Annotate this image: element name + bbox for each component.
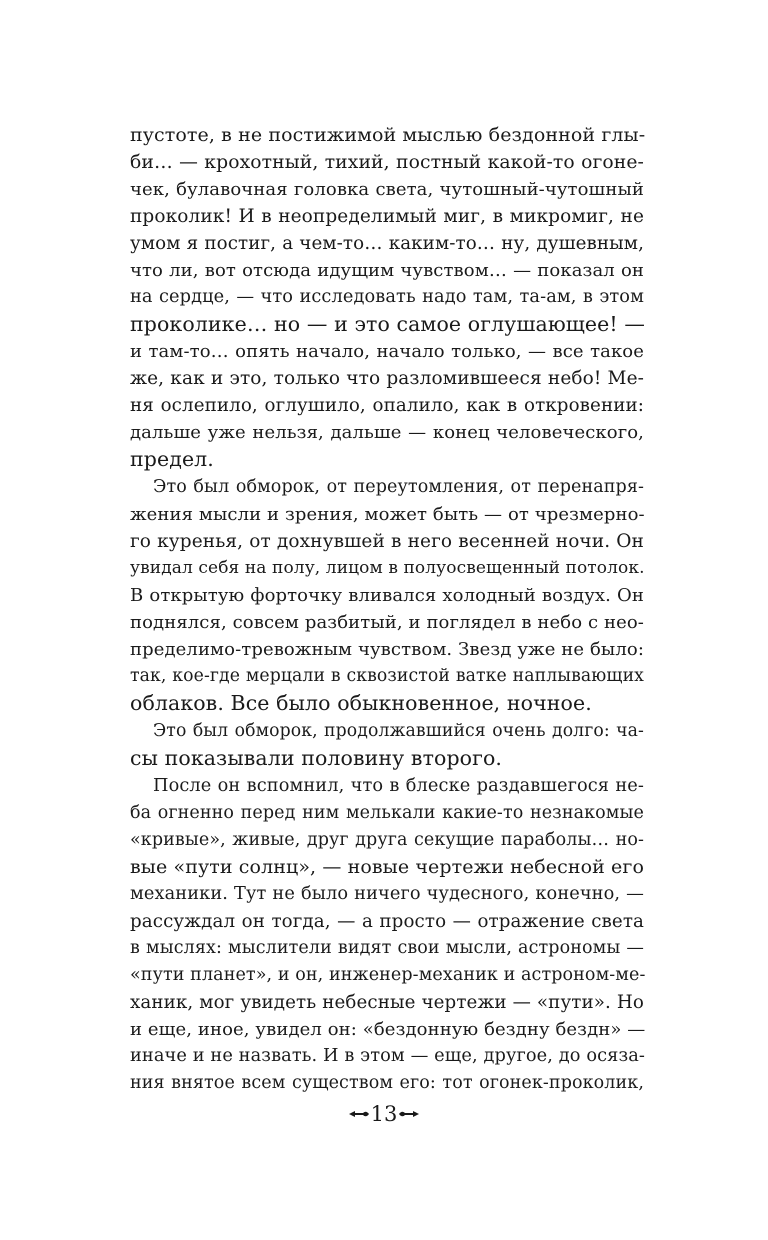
text-line: проколике… но — и это самое оглушающее! — xyxy=(130,312,645,336)
page-number: 13 xyxy=(370,1101,398,1126)
text-line: чек, булавочная головка света, чутошный-чутошный xyxy=(130,179,644,200)
text-line: умом я постиг, а чем-то… каким-то… ну, душевным, xyxy=(130,233,644,254)
text-line: механики. Тут не было ничего чудесного, конечно, — xyxy=(130,884,644,904)
text-line: рассуждал он тогда, — а просто — отражение света xyxy=(130,911,644,932)
text-line: Это был обморок, продолжавшийся очень долго: ча- xyxy=(153,721,644,741)
text-line: «кривые», живые, друг друга секущие параболы… но- xyxy=(130,830,644,850)
text-line: в мыслях: мыслители видят свои мысли, астрономы — xyxy=(130,938,644,958)
text-line: же, как и это, только что разломившееся небо! Ме- xyxy=(130,368,644,389)
left-ornament-icon xyxy=(349,1109,369,1119)
text-line: ня ослепило, оглушило, опалило, как в откровении: xyxy=(130,395,644,416)
text-line: дальше уже нельзя, дальше — конец человеческого, xyxy=(130,422,644,443)
text-line: пустоте, в не постижимой мыслью бездонной глы- xyxy=(130,124,646,146)
text-line: ния внятое всем существом его: тот огонек-проколик, xyxy=(130,1073,644,1093)
page-footer xyxy=(0,1097,768,1129)
text-line: поднялся, совсем разбитый, и поглядел в небо с нео- xyxy=(130,612,644,633)
text-line: В открытую форточку вливался холодный воздух. Он xyxy=(130,585,644,606)
text-line: ба огненно перед ним мелькали какие-то незнакомые xyxy=(130,803,644,823)
text-line: вые «пути солнц», — новые чертежи небесной его xyxy=(130,856,644,878)
right-ornament-icon xyxy=(399,1109,419,1119)
text-line: и там-то… опять начало, начало только, — все такое xyxy=(130,341,644,362)
text-line: жения мысли и зрения, может быть — от чрезмерно- xyxy=(130,504,645,525)
text-line: предел. xyxy=(130,447,214,471)
text-line: и еще, иное, увидел он: «бездонную бездну бездн» — xyxy=(130,1019,646,1040)
text-line: ханик, мог увидеть небесные чертежи — «пути». Но xyxy=(130,992,644,1013)
text-line: проколик! И в неопределимый миг, в микромиг, не xyxy=(130,206,644,227)
text-line: го куренья, от дохнувшей в него весенней ночи. Он xyxy=(130,531,644,552)
text-line: на сердце, — что исследовать надо там, та-ам, в этом xyxy=(130,287,644,307)
text-line: После он вспомнил, что в блеске раздавшегося не- xyxy=(153,776,644,796)
text-line: «пути планет», и он, инженер-механик и астроном-ме- xyxy=(130,965,646,985)
text-line: так, кое-где мерцали в сквозистой ватке наплывающих xyxy=(130,666,644,686)
text-line: Это был обморок, от переутомления, от перенапря- xyxy=(153,477,644,497)
text-line: сы показывали половину второго. xyxy=(130,746,503,770)
text-line: пределимо-тревожным чувством. Звезд уже не было: xyxy=(130,639,644,660)
text-line: увидал себя на полу, лицом в полуосвещенный потолок. xyxy=(130,558,645,578)
text-line: облаков. Все было обыкновенное, ночное. xyxy=(130,691,592,715)
text-line: что ли, вот отсюда идущим чувством… — показал он xyxy=(130,260,644,281)
text-line: иначе и не назвать. И в этом — еще, другое, до осяза- xyxy=(130,1046,646,1066)
text-line: би… — крохотный, тихий, постный какой-то огоне- xyxy=(130,152,644,173)
